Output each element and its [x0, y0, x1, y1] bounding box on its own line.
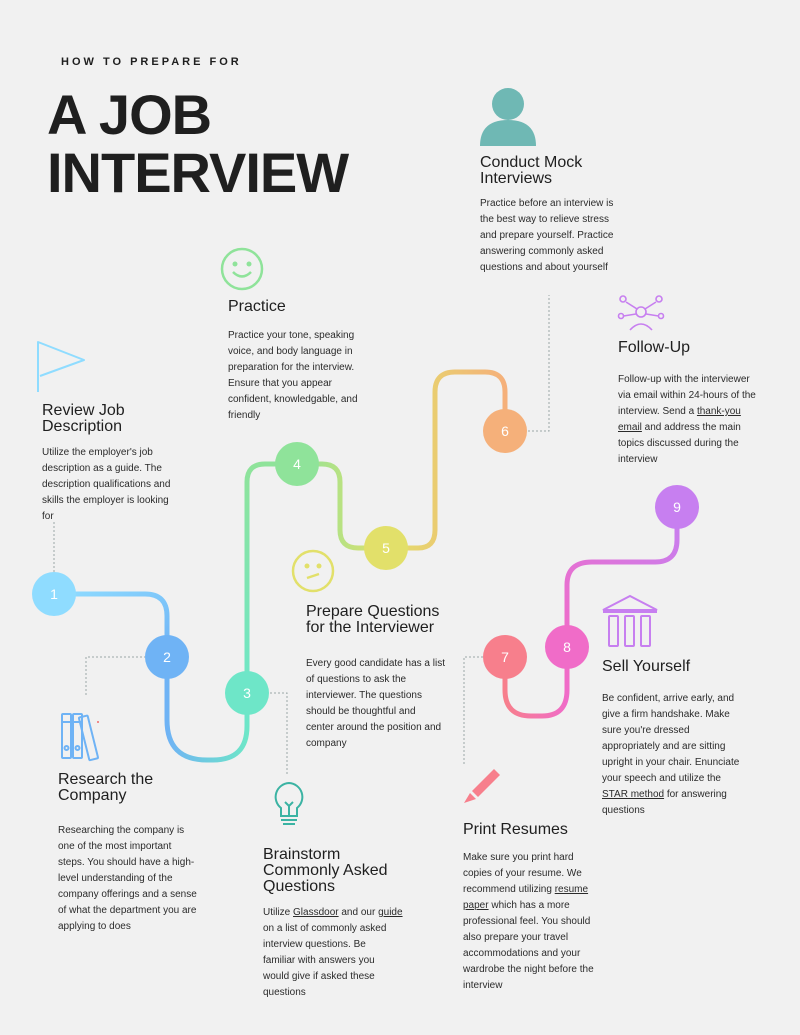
body-line: confident, knowledgable, and	[228, 394, 358, 405]
step-6-heading-line: Conduct Mock	[480, 154, 583, 171]
resume-paper-link[interactable]: paper	[463, 900, 489, 911]
body-text: and our	[338, 907, 379, 918]
body-line: level understanding of the	[58, 873, 173, 884]
body-line: interviewer. The questions	[306, 690, 422, 701]
body-line: for	[42, 511, 54, 522]
connector-2	[86, 657, 145, 695]
body-line: Practice your tone, speaking	[228, 330, 355, 341]
body-text: which has a more	[488, 900, 570, 911]
step-node-3: 3	[225, 671, 269, 715]
body-line: sure you're dressed	[602, 725, 690, 736]
title-line-1: A JOB	[47, 83, 212, 146]
body-line: of questions to ask the	[306, 674, 407, 685]
body-text: interview. Send a	[618, 406, 697, 417]
path-segment-5-6	[386, 372, 505, 548]
body-line: via email within 24-hours of the	[618, 390, 756, 401]
institution-icon	[601, 594, 659, 650]
body-line: give a firm handshake. Make	[602, 709, 730, 720]
body-line: wardrobe the night before the	[463, 964, 594, 975]
body-line: on a list of commonly asked	[263, 923, 387, 934]
body-line: voice, and body language in	[228, 346, 353, 357]
body-line: Utilize the employer's job	[42, 447, 153, 458]
body-text: Utilize	[263, 907, 294, 918]
body-line	[463, 898, 623, 914]
step-3-heading	[263, 847, 388, 895]
body-line	[618, 404, 788, 420]
body-line: appropriately and are sitting	[602, 741, 726, 752]
flag-icon	[34, 338, 88, 394]
step-3-heading-line: Commonly Asked	[263, 862, 388, 879]
step-node-5: 5	[364, 526, 408, 570]
body-line: questions	[602, 805, 645, 816]
body-line: and prepare yourself. Practice	[480, 230, 614, 241]
body-line: Ensure that you appear	[228, 378, 332, 389]
step-6-heading	[480, 155, 582, 187]
body-line: description as a guide. The	[42, 463, 162, 474]
step-node-4: 4	[275, 442, 319, 486]
connector-3	[270, 693, 287, 775]
step-2-heading-line: Research the	[58, 771, 154, 788]
body-line	[463, 882, 623, 898]
body-line: company	[306, 738, 347, 749]
body-line: the best way to relieve stress	[480, 214, 609, 225]
body-line: your speech and utilize the	[602, 773, 721, 784]
body-line: also prepare your travel	[463, 932, 569, 943]
guide-link[interactable]: guide	[378, 907, 403, 918]
step-7-body	[463, 850, 623, 994]
step-9-heading: Follow-Up	[618, 339, 691, 356]
step-3-heading-line: Questions	[263, 878, 336, 895]
lightbulb-icon	[270, 780, 308, 830]
body-line: company offerings and a sense	[58, 889, 197, 900]
body-line: would give if asked these	[263, 971, 375, 982]
connector-6	[528, 295, 549, 431]
body-line: questions and about yourself	[480, 262, 608, 273]
step-1-heading-line: Description	[42, 418, 123, 435]
step-node-9: 9	[655, 485, 699, 529]
body-line: interview questions. Be	[263, 939, 366, 950]
kicker-text: HOW TO PREPARE FOR	[61, 56, 242, 68]
body-text: for answering	[664, 789, 727, 800]
body-line: center around the position and	[306, 722, 442, 733]
step-2-heading-line: Company	[58, 787, 127, 804]
body-text: and address the main	[641, 422, 741, 433]
body-line	[602, 787, 772, 803]
body-line	[618, 420, 788, 436]
step-7-heading: Print Resumes	[463, 821, 568, 838]
body-line: of what the department you are	[58, 905, 197, 916]
body-line: interview	[463, 980, 503, 991]
body-line: should be thoughtful and	[306, 706, 416, 717]
body-line: copies of your resume. We	[463, 868, 582, 879]
title-line-2: INTERVIEW	[47, 141, 349, 204]
step-6-heading-line: Interviews	[480, 170, 553, 187]
step-9-body	[618, 372, 788, 468]
step-4-heading: Practice	[228, 298, 286, 315]
body-line: answering commonly asked	[480, 246, 604, 257]
thinking-face-icon	[290, 548, 336, 594]
step-1-body	[42, 445, 192, 525]
step-node-2: 2	[145, 635, 189, 679]
step-4-body	[228, 328, 378, 424]
step-node-6: 6	[483, 409, 527, 453]
body-line: interview	[618, 454, 658, 465]
step-5-heading-line: for the Interviewer	[306, 619, 435, 636]
body-line: professional feel. You should	[463, 916, 591, 927]
thank-you-email-link[interactable]: thank-you	[696, 406, 741, 417]
step-6-body	[480, 196, 640, 276]
body-line: Practice before an interview is	[480, 198, 614, 209]
thank-you-email-link[interactable]: email	[618, 422, 642, 433]
step-node-7: 7	[483, 635, 527, 679]
body-line: accommodations and your	[463, 948, 581, 959]
step-1-heading	[42, 403, 125, 435]
smiley-icon	[219, 246, 265, 292]
step-8-heading: Sell Yourself	[602, 658, 691, 675]
glassdoor-link[interactable]: Glassdoor	[293, 907, 339, 918]
star-method-link[interactable]: STAR method	[602, 789, 665, 800]
body-line: steps. You should have a high-	[58, 857, 195, 868]
step-2-heading	[58, 772, 153, 804]
step-node-1: 1	[32, 572, 76, 616]
body-line: preparation for the interview.	[228, 362, 355, 373]
body-text: recommend utilizing	[463, 884, 555, 895]
connector-7	[464, 657, 483, 765]
body-line: Be confident, arrive early, and	[602, 693, 735, 704]
resume-paper-link[interactable]: resume	[554, 884, 589, 895]
step-5-body	[306, 656, 466, 752]
body-line: topics discussed during the	[618, 438, 739, 449]
body-line: familiar with answers you	[263, 955, 375, 966]
pencil-icon	[460, 765, 504, 805]
step-5-heading	[306, 604, 439, 636]
body-line	[263, 905, 423, 921]
network-person-icon	[617, 294, 665, 334]
body-line: Make sure you print hard	[463, 852, 574, 863]
step-3-body	[263, 905, 423, 1001]
body-line: description qualifications and	[42, 479, 171, 490]
body-line: upright in your chair. Enunciate	[602, 757, 740, 768]
body-line: skills the employer is looking	[42, 495, 169, 506]
body-line: Follow-up with the interviewer	[618, 374, 750, 385]
step-2-body	[58, 823, 218, 935]
body-line: friendly	[228, 410, 261, 421]
body-line: Researching the company is	[58, 825, 185, 836]
step-node-8: 8	[545, 625, 589, 669]
body-line: applying to does	[58, 921, 131, 932]
step-5-heading-line: Prepare Questions	[306, 603, 440, 620]
step-1-heading-line: Review Job	[42, 402, 125, 419]
step-3-heading-line: Brainstorm	[263, 846, 341, 863]
body-line: one of the most important	[58, 841, 172, 852]
person-icon	[478, 86, 538, 148]
binders-icon	[58, 710, 102, 762]
body-line: Every good candidate has a list	[306, 658, 445, 669]
step-8-body	[602, 691, 772, 819]
body-line: questions	[263, 987, 306, 998]
